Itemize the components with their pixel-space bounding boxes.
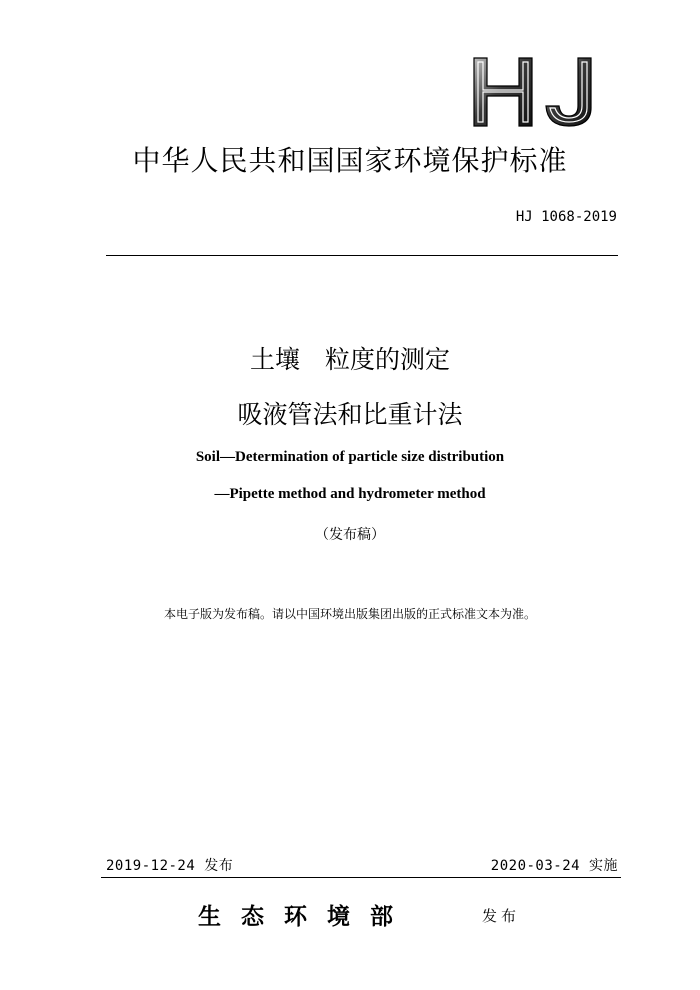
bottom-divider bbox=[101, 877, 621, 878]
publishing-ministry: 生态环境部 bbox=[198, 903, 413, 930]
issuing-body-title: 中华人民共和国国家环境保护标准 bbox=[132, 144, 568, 177]
title-english-line-1: Soil—Determination of particle size distribution bbox=[195, 449, 505, 465]
draft-status-note: （发布稿） bbox=[315, 527, 385, 543]
issue-date: 2019-12-24 发布 bbox=[106, 858, 234, 874]
hj-logo bbox=[468, 54, 608, 130]
publisher-suffix: 发布 bbox=[482, 907, 521, 925]
title-english-line-2: —Pipette method and hydrometer method bbox=[214, 486, 486, 502]
standard-number: HJ 1068-2019 bbox=[515, 209, 617, 225]
title-chinese-line-2: 吸液管法和比重计法 bbox=[237, 400, 463, 429]
title-chinese-line-1: 土壤 粒度的测定 bbox=[249, 345, 450, 374]
implementation-date: 2020-03-24 实施 bbox=[490, 858, 618, 874]
hj-logo-graphic bbox=[468, 54, 608, 130]
electronic-version-notice: 本电子版为发布稿。请以中国环境出版集团出版的正式标准文本为准。 bbox=[163, 607, 536, 621]
top-divider bbox=[106, 255, 618, 256]
